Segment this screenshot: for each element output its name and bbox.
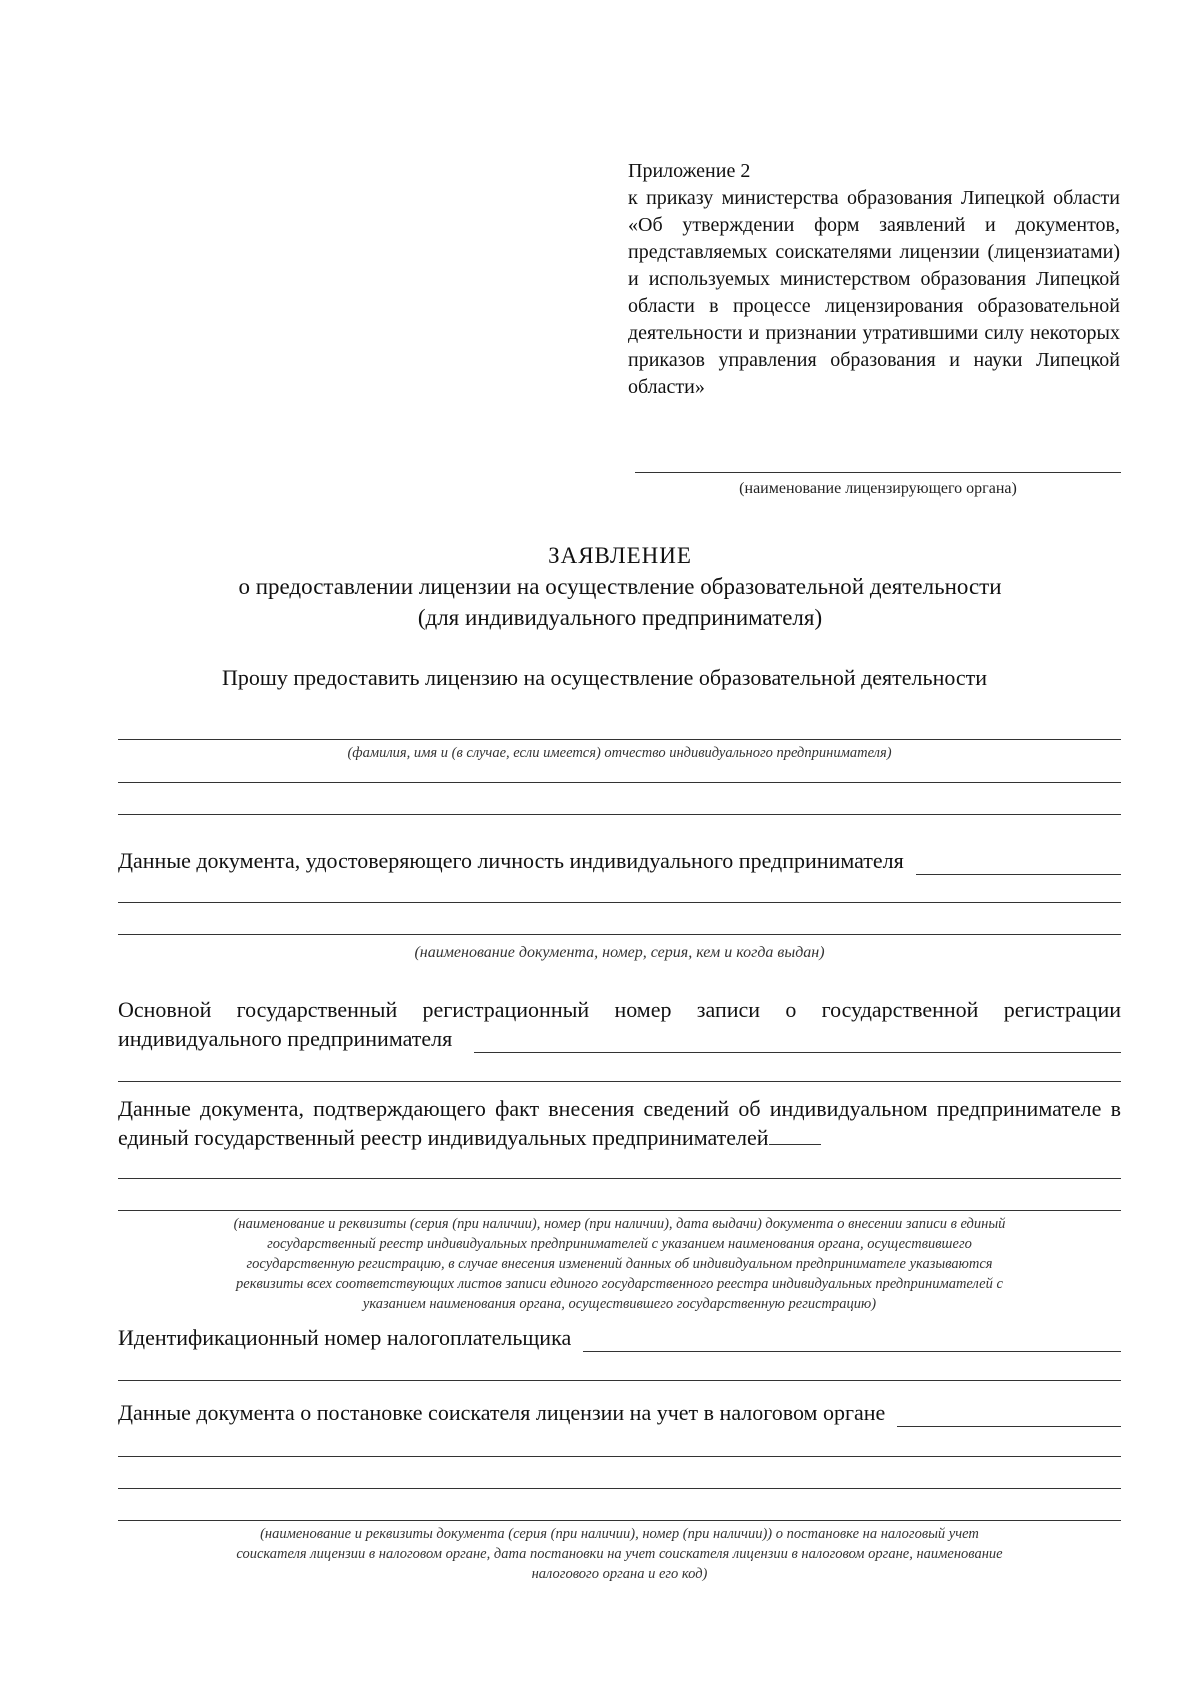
tax-doc-blank[interactable] [897, 1404, 1121, 1427]
egrip-doc-caption-2: государственный реестр индивидуальных предпринимателей с указанием наименования органа, осуществившего [267, 1236, 972, 1252]
egrip-doc-blank[interactable] [769, 1124, 821, 1145]
fio-caption: (фамилия, имя и (в случае, если имеется) отчество индивидуального предпринимателя) [347, 745, 892, 761]
ogrnip-blank[interactable] [474, 1030, 1121, 1053]
tax-doc-caption-1: (наименование и реквизиты документа (серия (при наличии), номер (при наличии)) о постановке на налоговый учет [260, 1526, 979, 1542]
inn-label: Идентификационный номер налогоплательщика [118, 1325, 572, 1350]
egrip-doc-caption-4: реквизиты всех соответствующих листов записи единого государственного реестра индивидуальных предпринимателей с [236, 1276, 1003, 1292]
ogrnip-label-2: индивидуального предпринимателя [118, 1026, 453, 1051]
tax-doc-caption-2: соискателя лицензии в налоговом органе, дата постановки на учет соискателя лицензии в налоговом органе, наименование [236, 1546, 1003, 1562]
fio-line-3[interactable] [118, 814, 1121, 815]
identity-doc-caption: (наименование документа, номер, серия, кем и когда выдан) [414, 944, 825, 961]
ogrnip-line-2[interactable] [118, 1081, 1121, 1082]
tax-doc-line-4[interactable] [118, 1520, 1121, 1521]
egrip-doc-label [118, 1094, 1121, 1152]
tax-doc-row [118, 1398, 1121, 1427]
ogrnip-row [118, 1024, 1121, 1053]
document-heading [120, 540, 1120, 633]
tax-doc-caption-3: налогового органа и его код) [531, 1566, 708, 1582]
identity-doc-line-3[interactable] [118, 934, 1121, 935]
request-text: Прошу предоставить лицензию на осуществление образовательной деятельности [222, 665, 988, 690]
identity-doc-label: Данные документа, удостоверяющего личность индивидуального предпринимателя [118, 848, 904, 873]
appendix-text: к приказу министерства образования Липецкой области «Об утверждении форм заявлений и документов, представляемых соискателями лицензии (лицензиатами) и используемых министерством образования Липецкой области в процессе лицензирования образовательной деятельности и признании утратившими силу некоторых приказов управления образования и науки Липецкой области» [628, 187, 1120, 398]
egrip-doc-line-3[interactable] [118, 1210, 1121, 1211]
identity-doc-line-2[interactable] [118, 902, 1121, 903]
tax-doc-line-2[interactable] [118, 1456, 1121, 1457]
egrip-doc-caption-1: (наименование и реквизиты (серия (при наличии), номер (при наличии), дата выдачи) документа о внесении записи в единый [233, 1216, 1006, 1232]
egrip-doc-caption-5: указанием наименования органа, осуществившего государственную регистрацию) [362, 1296, 877, 1312]
tax-doc-caption [118, 1524, 1121, 1584]
egrip-doc-label-text: Данные документа, подтверждающего факт внесения сведений об индивидуальном предпринимателе в единый государственный реестр индивидуальных предпринимателей [118, 1096, 1121, 1150]
ogrnip-label-1: Основной государственный регистрационный номер записи о государственной регистрации [118, 997, 1121, 1022]
authority-name-line[interactable] [635, 472, 1121, 473]
inn-blank[interactable] [583, 1329, 1121, 1352]
fio-line[interactable] [118, 739, 1121, 740]
tax-doc-label: Данные документа о постановке соискателя лицензии на учет в налоговом органе [118, 1400, 886, 1425]
identity-doc-blank[interactable] [916, 852, 1121, 875]
tax-doc-line-3[interactable] [118, 1488, 1121, 1489]
fio-line-2[interactable] [118, 782, 1121, 783]
document-title: ЗАЯВЛЕНИЕ [548, 543, 692, 568]
authority-caption: (наименование лицензирующего органа) [739, 480, 1017, 497]
document-subtitle-2: (для индивидуального предпринимателя) [417, 605, 823, 630]
identity-doc-row [118, 846, 1121, 875]
egrip-doc-caption [118, 1214, 1121, 1314]
inn-line-2[interactable] [118, 1380, 1121, 1381]
inn-row [118, 1323, 1121, 1352]
egrip-doc-line-2[interactable] [118, 1178, 1121, 1179]
appendix-block [628, 158, 1120, 401]
egrip-doc-caption-3: государственную регистрацию, в случае внесения изменений данных об индивидуальном предпринимателе указываются [246, 1256, 993, 1272]
document-subtitle-1: о предоставлении лицензии на осуществление образовательной деятельности [238, 574, 1002, 599]
appendix-title: Приложение 2 [628, 160, 751, 182]
